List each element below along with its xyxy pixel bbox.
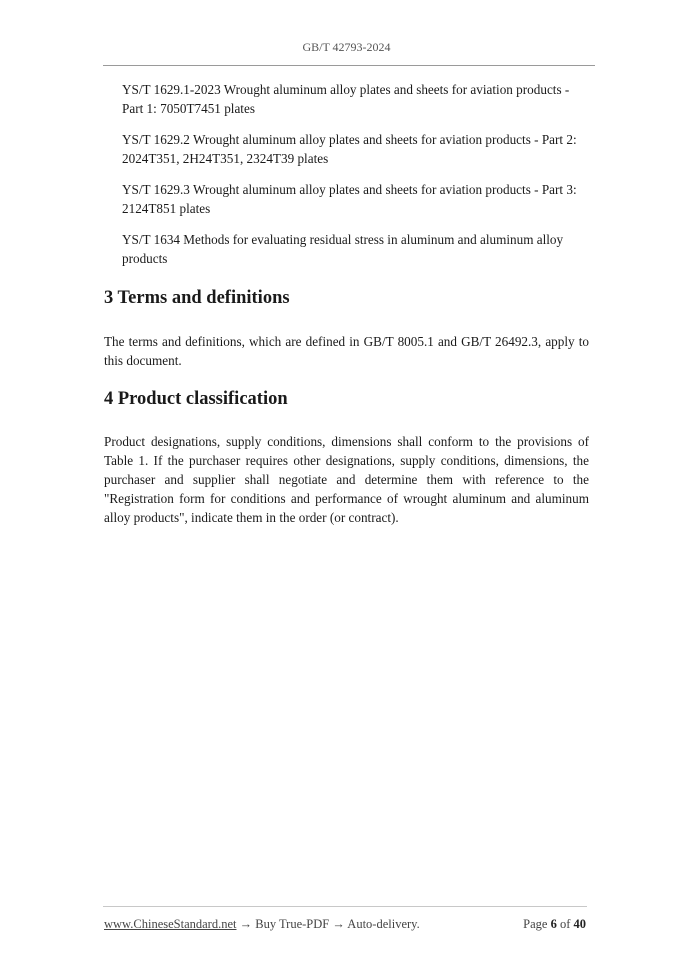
section-4-heading: 4 Product classification — [104, 389, 288, 409]
reference-item: YS/T 1629.3 Wrought aluminum alloy plates and sheets for aviation products - Part 3: 2124T851 plates — [122, 182, 577, 216]
site-link[interactable]: www.ChineseStandard.net — [104, 917, 237, 931]
page-number — [523, 917, 586, 932]
reference-item: YS/T 1629.2 Wrought aluminum alloy plates and sheets for aviation products - Part 2: 2024T351, 2H24T351, 2324T39 plates — [122, 132, 577, 166]
page-label: Page — [523, 917, 548, 931]
page-current: 6 — [550, 917, 557, 931]
reference-item: YS/T 1629.1-2023 Wrought aluminum alloy plates and sheets for aviation products - Part 1: 7050T7451 plates — [122, 82, 570, 116]
promo-text: → Buy True-PDF → Auto-delivery. — [236, 917, 420, 931]
section-3-body: The terms and definitions, which are defined in GB/T 8005.1 and GB/T 26492.3, apply to this document. — [104, 334, 589, 368]
footer-divider — [103, 906, 587, 907]
footer-promo — [104, 917, 420, 932]
page-of: of — [559, 917, 571, 931]
reference-list — [122, 80, 590, 280]
reference-item: YS/T 1634 Methods for evaluating residual stress in aluminum and aluminum alloy products — [122, 232, 564, 266]
section-4-body: Product designations, supply conditions, dimensions shall conform to the provisions of Table 1. If the purchaser requires other designations, supply conditions, dimensions, the purchaser and supplier shall negotiate and determine them with reference to the "Registration form for conditions and performance of wrought aluminum and aluminum alloy products", indicate them in the order (or contract). — [104, 434, 589, 525]
header-divider — [103, 65, 595, 66]
section-3-heading: 3 Terms and definitions — [104, 288, 290, 308]
page-total: 40 — [573, 917, 586, 931]
running-header: GB/T 42793-2024 — [302, 40, 391, 54]
